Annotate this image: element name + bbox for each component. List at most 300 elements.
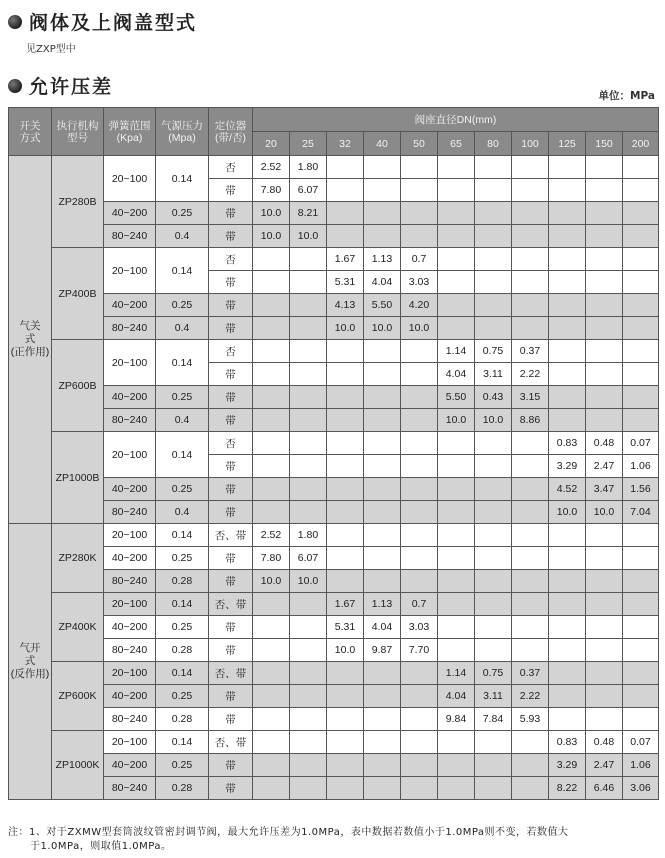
table-row bbox=[9, 202, 659, 225]
pressure-value-cell: 10.0 bbox=[327, 639, 364, 662]
section-subtitle: 见ZXP型中 bbox=[26, 44, 76, 55]
pressure-value-cell bbox=[512, 478, 549, 501]
pressure-value-cell: 2.52 bbox=[253, 156, 290, 179]
pressure-value-cell bbox=[253, 593, 290, 616]
section-title-pressure bbox=[8, 72, 113, 99]
pressure-value-cell bbox=[253, 294, 290, 317]
pressure-value-cell bbox=[512, 179, 549, 202]
pressure-value-cell: 5.50 bbox=[364, 294, 401, 317]
air-pressure-cell: 0.14 bbox=[156, 524, 209, 547]
pressure-value-cell bbox=[512, 754, 549, 777]
pressure-value-cell: 1.80 bbox=[290, 524, 327, 547]
pressure-value-cell bbox=[253, 363, 290, 386]
header-spring-range: 弹簧范围 (Kpa) bbox=[104, 108, 156, 156]
table-row bbox=[9, 524, 659, 547]
pressure-value-cell bbox=[364, 156, 401, 179]
pressure-value-cell: 0.83 bbox=[549, 731, 586, 754]
pressure-value-cell bbox=[438, 593, 475, 616]
pressure-value-cell bbox=[475, 294, 512, 317]
pressure-value-cell bbox=[364, 524, 401, 547]
positioner-cell: 带 bbox=[209, 386, 253, 409]
pressure-value-cell bbox=[475, 616, 512, 639]
section-title-text: 阀体及上阀盖型式 bbox=[29, 12, 198, 34]
pressure-value-cell bbox=[253, 248, 290, 271]
pressure-value-cell bbox=[586, 593, 623, 616]
table-row bbox=[9, 754, 659, 777]
positioner-cell: 带 bbox=[209, 271, 253, 294]
pressure-value-cell bbox=[475, 202, 512, 225]
table-row bbox=[9, 616, 659, 639]
pressure-value-cell bbox=[253, 317, 290, 340]
pressure-value-cell: 1.14 bbox=[438, 662, 475, 685]
pressure-value-cell bbox=[623, 639, 659, 662]
pressure-value-cell bbox=[290, 409, 327, 432]
positioner-cell: 否 bbox=[209, 156, 253, 179]
pressure-value-cell: 6.46 bbox=[586, 777, 623, 800]
pressure-value-cell bbox=[253, 616, 290, 639]
pressure-value-cell: 0.7 bbox=[401, 593, 438, 616]
pressure-value-cell bbox=[623, 593, 659, 616]
positioner-cell: 带 bbox=[209, 777, 253, 800]
pressure-value-cell bbox=[253, 501, 290, 524]
pressure-value-cell bbox=[512, 501, 549, 524]
pressure-value-cell bbox=[586, 294, 623, 317]
spring-range-cell: 20~100 bbox=[104, 524, 156, 547]
positioner-cell: 带 bbox=[209, 202, 253, 225]
pressure-value-cell bbox=[475, 271, 512, 294]
spring-range-cell: 20~100 bbox=[104, 731, 156, 754]
pressure-value-cell bbox=[253, 685, 290, 708]
pressure-value-cell bbox=[290, 731, 327, 754]
pressure-value-cell bbox=[290, 363, 327, 386]
pressure-value-cell: 1.80 bbox=[290, 156, 327, 179]
air-pressure-cell: 0.28 bbox=[156, 777, 209, 800]
spring-range-cell: 20~100 bbox=[104, 156, 156, 202]
spring-range-cell: 40~200 bbox=[104, 685, 156, 708]
pressure-value-cell: 7.80 bbox=[253, 547, 290, 570]
pressure-value-cell bbox=[549, 248, 586, 271]
pressure-value-cell bbox=[475, 731, 512, 754]
air-pressure-cell: 0.14 bbox=[156, 156, 209, 202]
pressure-value-cell bbox=[549, 409, 586, 432]
pressure-value-cell bbox=[549, 524, 586, 547]
pressure-value-cell bbox=[623, 225, 659, 248]
positioner-cell: 带 bbox=[209, 478, 253, 501]
actuator-model-cell: ZP600K bbox=[52, 662, 104, 731]
spring-range-cell: 40~200 bbox=[104, 616, 156, 639]
pressure-value-cell bbox=[401, 225, 438, 248]
pressure-value-cell bbox=[253, 478, 290, 501]
pressure-value-cell bbox=[623, 616, 659, 639]
spring-range-cell: 80~240 bbox=[104, 639, 156, 662]
table-row bbox=[9, 685, 659, 708]
pressure-value-cell: 10.0 bbox=[253, 225, 290, 248]
pressure-value-cell bbox=[290, 662, 327, 685]
pressure-value-cell: 1.06 bbox=[623, 455, 659, 478]
pressure-value-cell: 9.84 bbox=[438, 708, 475, 731]
pressure-value-cell: 10.0 bbox=[549, 501, 586, 524]
pressure-value-cell bbox=[512, 731, 549, 754]
table-row bbox=[9, 639, 659, 662]
pressure-value-cell bbox=[586, 202, 623, 225]
spring-range-cell: 40~200 bbox=[104, 547, 156, 570]
spring-range-cell: 20~100 bbox=[104, 432, 156, 478]
pressure-value-cell bbox=[438, 317, 475, 340]
header-dn-125: 125 bbox=[549, 132, 586, 156]
pressure-value-cell bbox=[549, 547, 586, 570]
pressure-value-cell bbox=[549, 685, 586, 708]
pressure-value-cell: 10.0 bbox=[475, 409, 512, 432]
pressure-value-cell: 1.67 bbox=[327, 248, 364, 271]
air-pressure-cell: 0.14 bbox=[156, 662, 209, 685]
spring-range-cell: 40~200 bbox=[104, 386, 156, 409]
header-dn-40: 40 bbox=[364, 132, 401, 156]
actuator-model-cell: ZP280B bbox=[52, 156, 104, 248]
pressure-value-cell bbox=[364, 662, 401, 685]
pressure-value-cell bbox=[623, 340, 659, 363]
pressure-value-cell bbox=[475, 179, 512, 202]
pressure-value-cell bbox=[623, 386, 659, 409]
pressure-value-cell bbox=[364, 409, 401, 432]
pressure-value-cell bbox=[401, 662, 438, 685]
pressure-value-cell bbox=[290, 754, 327, 777]
pressure-value-cell: 10.0 bbox=[401, 317, 438, 340]
pressure-value-cell bbox=[586, 547, 623, 570]
positioner-cell: 带 bbox=[209, 708, 253, 731]
air-pressure-cell: 0.14 bbox=[156, 731, 209, 754]
positioner-cell: 带 bbox=[209, 685, 253, 708]
pressure-value-cell bbox=[438, 225, 475, 248]
pressure-value-cell bbox=[512, 616, 549, 639]
pressure-value-cell bbox=[438, 524, 475, 547]
header-dn-group: 阀座直径DN(mm) bbox=[253, 108, 659, 132]
positioner-cell: 带 bbox=[209, 570, 253, 593]
pressure-value-cell: 10.0 bbox=[253, 202, 290, 225]
pressure-value-cell: 5.31 bbox=[327, 616, 364, 639]
pressure-value-cell bbox=[364, 432, 401, 455]
pressure-value-cell: 10.0 bbox=[290, 570, 327, 593]
pressure-value-cell bbox=[327, 225, 364, 248]
pressure-value-cell bbox=[438, 478, 475, 501]
pressure-value-cell bbox=[475, 524, 512, 547]
pressure-value-cell: 8.22 bbox=[549, 777, 586, 800]
pressure-value-cell bbox=[364, 340, 401, 363]
pressure-value-cell bbox=[623, 662, 659, 685]
pressure-value-cell bbox=[401, 409, 438, 432]
spring-range-cell: 80~240 bbox=[104, 225, 156, 248]
pressure-value-cell: 10.0 bbox=[253, 570, 290, 593]
pressure-value-cell bbox=[549, 570, 586, 593]
pressure-value-cell bbox=[512, 593, 549, 616]
pressure-value-cell bbox=[364, 547, 401, 570]
pressure-value-cell bbox=[401, 708, 438, 731]
pressure-value-cell bbox=[290, 708, 327, 731]
pressure-value-cell bbox=[475, 501, 512, 524]
header-dn-50: 50 bbox=[401, 132, 438, 156]
air-pressure-cell: 0.25 bbox=[156, 478, 209, 501]
pressure-value-cell bbox=[586, 386, 623, 409]
table-row bbox=[9, 156, 659, 179]
pressure-value-cell bbox=[475, 639, 512, 662]
pressure-value-cell bbox=[364, 731, 401, 754]
pressure-value-cell bbox=[512, 639, 549, 662]
header-dn-25: 25 bbox=[290, 132, 327, 156]
pressure-value-cell bbox=[623, 156, 659, 179]
pressure-value-cell bbox=[290, 317, 327, 340]
pressure-value-cell: 1.13 bbox=[364, 248, 401, 271]
pressure-value-cell bbox=[364, 777, 401, 800]
pressure-value-cell bbox=[586, 179, 623, 202]
header-positioner: 定位器 (带/否) bbox=[209, 108, 253, 156]
section-title-text: 允许压差 bbox=[29, 76, 114, 98]
table-row bbox=[9, 570, 659, 593]
pressure-value-cell bbox=[549, 294, 586, 317]
pressure-value-cell bbox=[623, 317, 659, 340]
pressure-value-cell bbox=[623, 202, 659, 225]
positioner-cell: 带 bbox=[209, 317, 253, 340]
pressure-value-cell bbox=[401, 202, 438, 225]
pressure-value-cell: 0.37 bbox=[512, 662, 549, 685]
spring-range-cell: 80~240 bbox=[104, 501, 156, 524]
pressure-value-cell: 10.0 bbox=[586, 501, 623, 524]
pressure-value-cell bbox=[253, 662, 290, 685]
table-row bbox=[9, 225, 659, 248]
pressure-value-cell bbox=[549, 225, 586, 248]
pressure-value-cell bbox=[549, 271, 586, 294]
table-row bbox=[9, 662, 659, 685]
air-pressure-cell: 0.28 bbox=[156, 570, 209, 593]
pressure-value-cell bbox=[364, 202, 401, 225]
pressure-value-cell: 10.0 bbox=[438, 409, 475, 432]
pressure-value-cell: 6.07 bbox=[290, 179, 327, 202]
table-row bbox=[9, 248, 659, 271]
pressure-value-cell bbox=[290, 386, 327, 409]
pressure-value-cell bbox=[327, 777, 364, 800]
pressure-value-cell bbox=[623, 294, 659, 317]
pressure-value-cell bbox=[327, 570, 364, 593]
pressure-value-cell bbox=[401, 685, 438, 708]
air-pressure-cell: 0.25 bbox=[156, 754, 209, 777]
pressure-value-cell bbox=[512, 570, 549, 593]
pressure-value-cell bbox=[327, 409, 364, 432]
pressure-value-cell bbox=[401, 455, 438, 478]
spring-range-cell: 40~200 bbox=[104, 202, 156, 225]
pressure-value-cell bbox=[327, 708, 364, 731]
air-pressure-cell: 0.25 bbox=[156, 202, 209, 225]
pressure-value-cell bbox=[512, 547, 549, 570]
pressure-value-cell bbox=[290, 616, 327, 639]
positioner-cell: 否、带 bbox=[209, 524, 253, 547]
pressure-value-cell bbox=[364, 225, 401, 248]
pressure-value-cell bbox=[512, 777, 549, 800]
pressure-value-cell bbox=[253, 777, 290, 800]
pressure-value-cell bbox=[290, 271, 327, 294]
pressure-value-cell bbox=[364, 708, 401, 731]
pressure-value-cell bbox=[623, 685, 659, 708]
pressure-value-cell bbox=[327, 156, 364, 179]
pressure-value-cell: 3.03 bbox=[401, 616, 438, 639]
pressure-value-cell bbox=[512, 202, 549, 225]
pressure-value-cell bbox=[549, 156, 586, 179]
pressure-value-cell bbox=[586, 708, 623, 731]
pressure-value-cell bbox=[512, 156, 549, 179]
pressure-value-cell bbox=[290, 639, 327, 662]
spring-range-cell: 40~200 bbox=[104, 754, 156, 777]
pressure-value-cell bbox=[327, 754, 364, 777]
actuator-model-cell: ZP280K bbox=[52, 524, 104, 593]
header-dn-65: 65 bbox=[438, 132, 475, 156]
positioner-cell: 否、带 bbox=[209, 731, 253, 754]
air-pressure-cell: 0.25 bbox=[156, 616, 209, 639]
spring-range-cell: 20~100 bbox=[104, 593, 156, 616]
footnote-line-1: 注：1、对于ZXMW型套筒波纹管密封调节阀，最大允许压差为1.0MPa，表中数据若数值小于1.0MPa则不变，若数值大 bbox=[8, 827, 569, 838]
table-row bbox=[9, 432, 659, 455]
pressure-value-cell bbox=[549, 593, 586, 616]
pressure-value-cell: 2.22 bbox=[512, 685, 549, 708]
air-pressure-cell: 0.14 bbox=[156, 432, 209, 478]
pressure-value-cell bbox=[327, 202, 364, 225]
air-pressure-cell: 0.14 bbox=[156, 248, 209, 294]
pressure-value-cell bbox=[512, 524, 549, 547]
pressure-value-cell bbox=[512, 294, 549, 317]
positioner-cell: 带 bbox=[209, 616, 253, 639]
pressure-value-cell: 7.84 bbox=[475, 708, 512, 731]
pressure-value-cell: 4.13 bbox=[327, 294, 364, 317]
pressure-value-cell bbox=[438, 455, 475, 478]
pressure-value-cell bbox=[475, 547, 512, 570]
air-pressure-cell: 0.4 bbox=[156, 225, 209, 248]
pressure-value-cell bbox=[401, 731, 438, 754]
spring-range-cell: 80~240 bbox=[104, 570, 156, 593]
pressure-value-cell bbox=[438, 156, 475, 179]
pressure-value-cell bbox=[253, 432, 290, 455]
table-row bbox=[9, 777, 659, 800]
positioner-cell: 否、带 bbox=[209, 593, 253, 616]
pressure-value-cell bbox=[327, 179, 364, 202]
pressure-value-cell bbox=[253, 639, 290, 662]
pressure-value-cell bbox=[623, 524, 659, 547]
table-row bbox=[9, 593, 659, 616]
positioner-cell: 带 bbox=[209, 547, 253, 570]
spring-range-cell: 20~100 bbox=[104, 340, 156, 386]
pressure-value-cell bbox=[438, 179, 475, 202]
pressure-value-cell bbox=[512, 248, 549, 271]
pressure-value-cell bbox=[438, 639, 475, 662]
pressure-value-cell bbox=[475, 478, 512, 501]
pressure-value-cell bbox=[475, 156, 512, 179]
pressure-value-cell bbox=[549, 363, 586, 386]
pressure-value-cell bbox=[475, 432, 512, 455]
pressure-value-cell: 4.04 bbox=[364, 271, 401, 294]
pressure-value-cell: 4.04 bbox=[364, 616, 401, 639]
pressure-value-cell bbox=[623, 271, 659, 294]
positioner-cell: 否 bbox=[209, 248, 253, 271]
air-pressure-cell: 0.4 bbox=[156, 409, 209, 432]
pressure-value-cell: 2.52 bbox=[253, 524, 290, 547]
pressure-value-cell bbox=[549, 202, 586, 225]
air-pressure-cell: 0.14 bbox=[156, 593, 209, 616]
pressure-value-cell bbox=[253, 731, 290, 754]
pressure-value-cell bbox=[438, 777, 475, 800]
pressure-value-cell bbox=[401, 777, 438, 800]
pressure-value-cell bbox=[586, 248, 623, 271]
pressure-value-cell: 0.75 bbox=[475, 662, 512, 685]
pressure-value-cell: 4.04 bbox=[438, 685, 475, 708]
pressure-value-cell bbox=[401, 386, 438, 409]
spring-range-cell: 80~240 bbox=[104, 777, 156, 800]
spring-range-cell: 80~240 bbox=[104, 409, 156, 432]
pressure-value-cell: 3.11 bbox=[475, 363, 512, 386]
table-row bbox=[9, 708, 659, 731]
pressure-value-cell bbox=[327, 386, 364, 409]
table-row bbox=[9, 386, 659, 409]
pressure-value-cell bbox=[401, 547, 438, 570]
pressure-value-cell: 3.47 bbox=[586, 478, 623, 501]
pressure-value-cell bbox=[623, 409, 659, 432]
pressure-value-cell bbox=[290, 432, 327, 455]
positioner-cell: 否、带 bbox=[209, 662, 253, 685]
pressure-value-cell bbox=[549, 340, 586, 363]
pressure-value-cell bbox=[549, 317, 586, 340]
pressure-value-cell bbox=[586, 225, 623, 248]
pressure-value-cell bbox=[327, 547, 364, 570]
pressure-value-cell: 0.75 bbox=[475, 340, 512, 363]
pressure-value-cell bbox=[512, 432, 549, 455]
pressure-value-cell bbox=[364, 685, 401, 708]
pressure-value-cell bbox=[475, 317, 512, 340]
footnote-line-2: 于1.0MPa，则取值1.0MPa。 bbox=[30, 841, 172, 852]
pressure-value-cell bbox=[623, 708, 659, 731]
pressure-value-cell bbox=[327, 455, 364, 478]
pressure-value-cell: 6.07 bbox=[290, 547, 327, 570]
pressure-value-cell: 0.48 bbox=[586, 731, 623, 754]
pressure-value-cell: 7.04 bbox=[623, 501, 659, 524]
pressure-value-cell bbox=[438, 248, 475, 271]
pressure-value-cell bbox=[623, 570, 659, 593]
table-row bbox=[9, 294, 659, 317]
pressure-value-cell: 5.50 bbox=[438, 386, 475, 409]
pressure-value-cell bbox=[475, 248, 512, 271]
pressure-value-cell bbox=[438, 202, 475, 225]
pressure-value-cell bbox=[364, 179, 401, 202]
pressure-value-cell bbox=[364, 363, 401, 386]
pressure-value-cell: 7.80 bbox=[253, 179, 290, 202]
pressure-value-cell bbox=[475, 777, 512, 800]
pressure-value-cell: 0.37 bbox=[512, 340, 549, 363]
pressure-value-cell bbox=[623, 248, 659, 271]
pressure-value-cell bbox=[512, 317, 549, 340]
pressure-table bbox=[8, 107, 659, 800]
air-pressure-cell: 0.14 bbox=[156, 340, 209, 386]
pressure-value-cell bbox=[253, 455, 290, 478]
table-row bbox=[9, 478, 659, 501]
positioner-cell: 带 bbox=[209, 501, 253, 524]
pressure-value-cell bbox=[549, 708, 586, 731]
pressure-value-cell bbox=[290, 593, 327, 616]
pressure-value-cell bbox=[401, 179, 438, 202]
pressure-value-cell bbox=[586, 639, 623, 662]
pressure-value-cell bbox=[623, 363, 659, 386]
pressure-value-cell: 10.0 bbox=[290, 225, 327, 248]
actuator-model-cell: ZP1000B bbox=[52, 432, 104, 524]
pressure-value-cell: 5.31 bbox=[327, 271, 364, 294]
pressure-value-cell bbox=[253, 708, 290, 731]
pressure-value-cell bbox=[586, 271, 623, 294]
pressure-value-cell bbox=[327, 340, 364, 363]
pressure-value-cell bbox=[401, 156, 438, 179]
pressure-value-cell: 3.29 bbox=[549, 455, 586, 478]
spring-range-cell: 40~200 bbox=[104, 294, 156, 317]
